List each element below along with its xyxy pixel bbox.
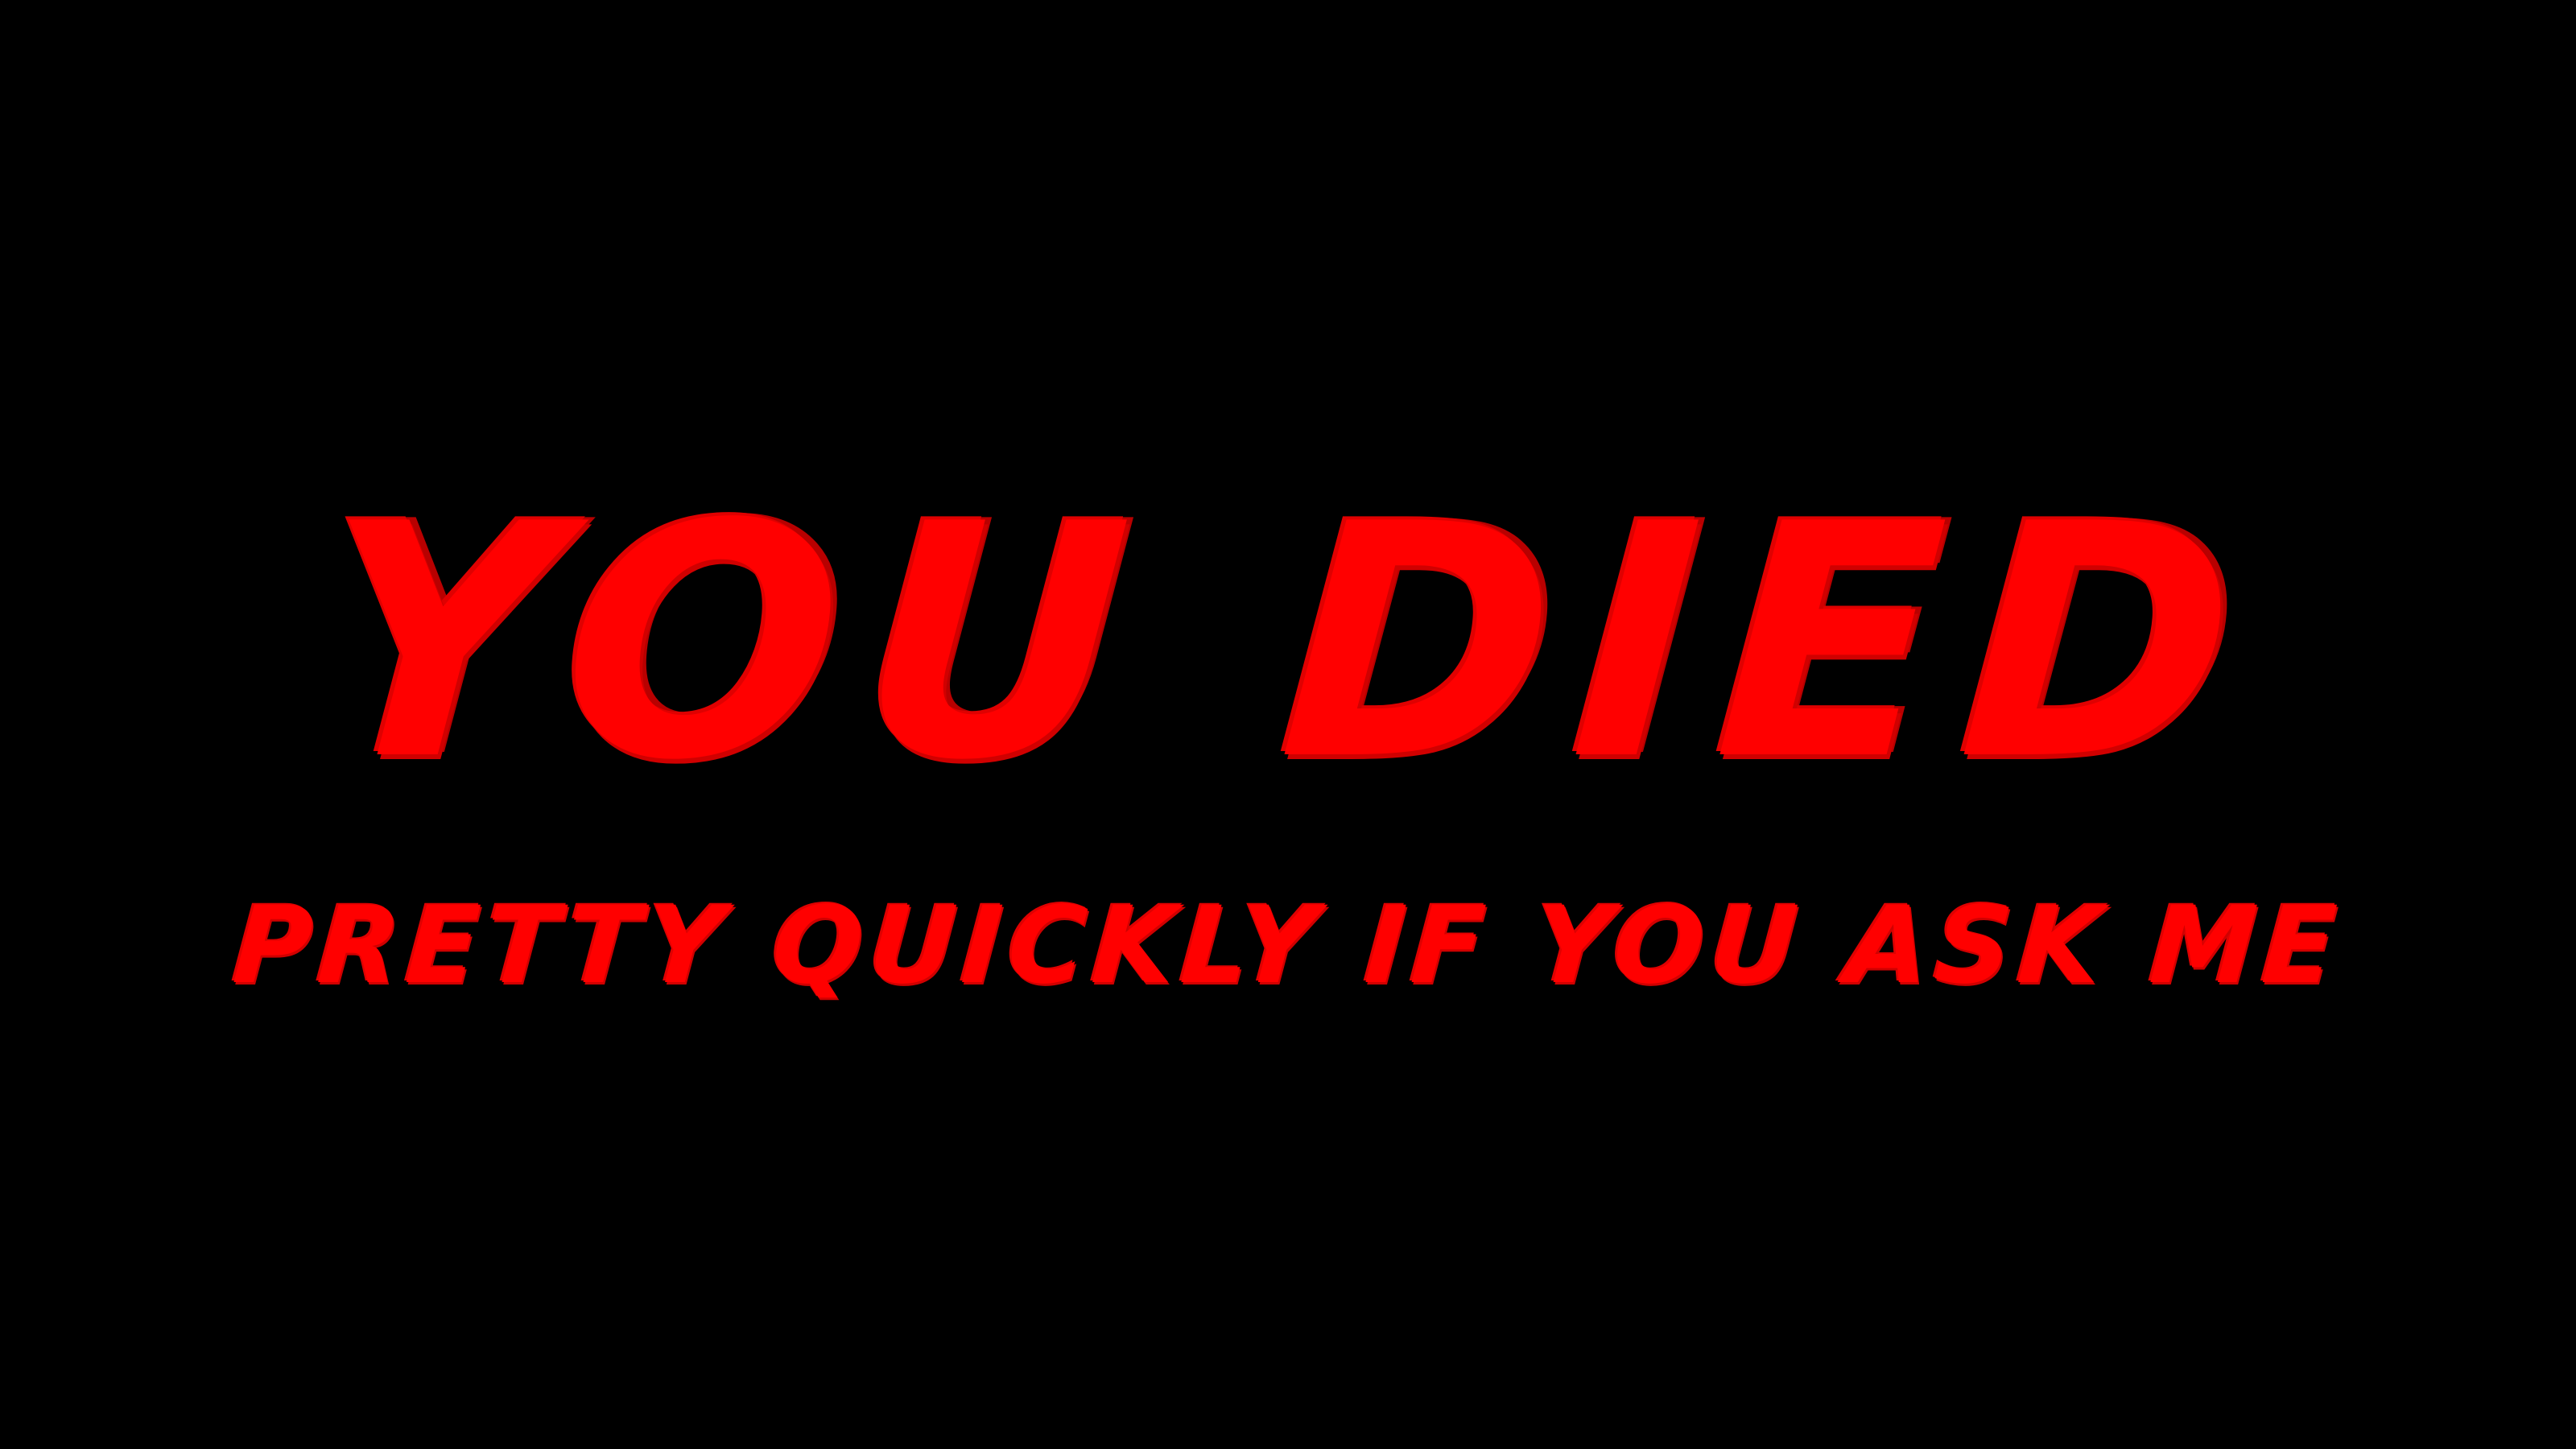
death-subtitle: PRETTY QUICKLY IF YOU ASK ME [229, 884, 2347, 1008]
death-title: YOU DIED [306, 456, 2270, 831]
